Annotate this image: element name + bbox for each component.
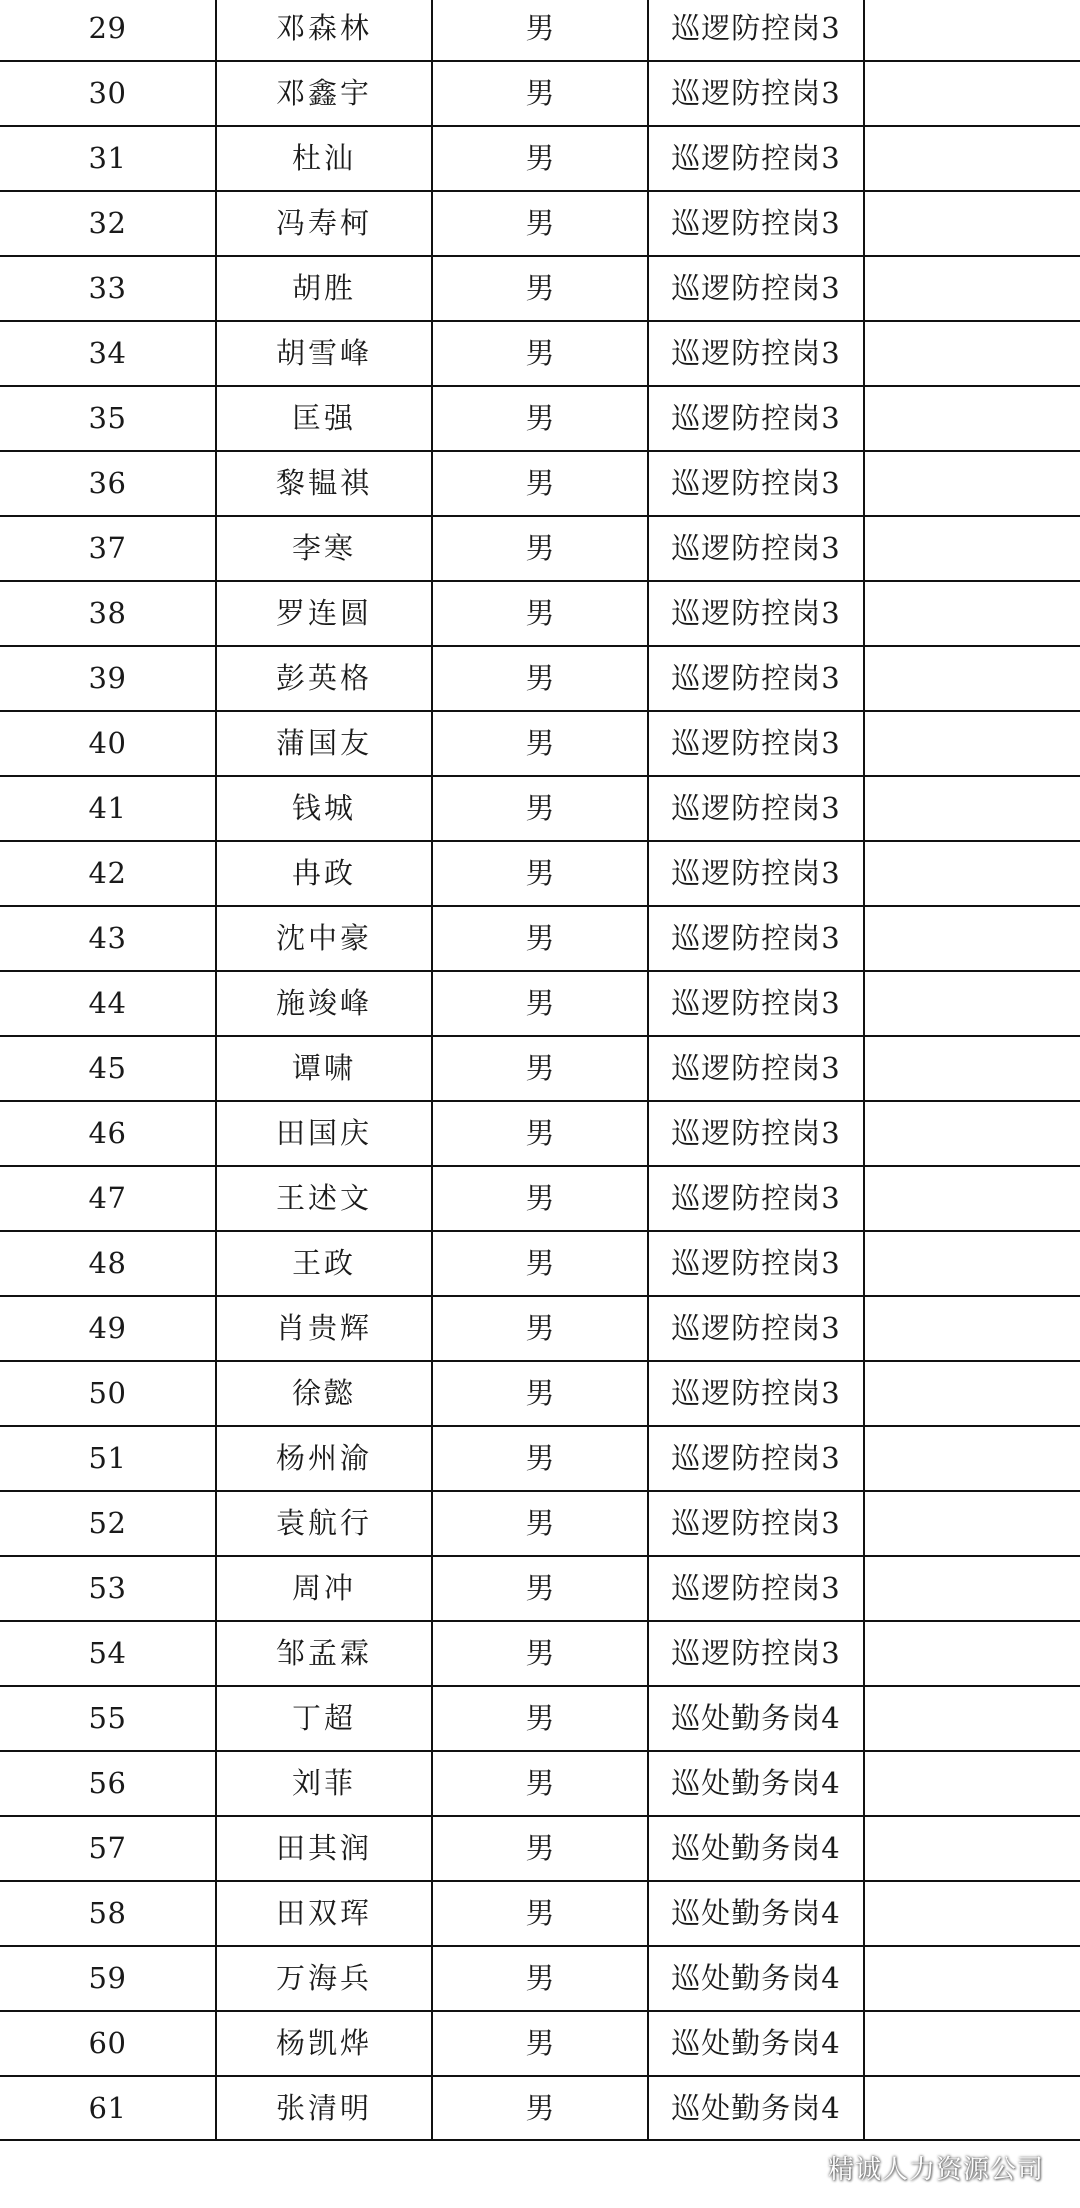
cell-gender: 男 (432, 0, 648, 61)
cell-number: 55 (0, 1686, 216, 1751)
table-row (0, 646, 1080, 711)
cell-name: 胡胜 (216, 256, 432, 321)
table-row (0, 841, 1080, 906)
cell-note (864, 1231, 1080, 1296)
cell-gender: 男 (432, 1036, 648, 1101)
cell-gender: 男 (432, 711, 648, 776)
cell-post: 巡逻防控岗3 (648, 581, 864, 646)
cell-number: 31 (0, 126, 216, 191)
cell-note (864, 646, 1080, 711)
cell-number: 32 (0, 191, 216, 256)
cell-number: 46 (0, 1101, 216, 1166)
cell-name: 田其润 (216, 1816, 432, 1881)
table-row (0, 971, 1080, 1036)
cell-gender: 男 (432, 1946, 648, 2011)
cell-post: 巡处勤务岗4 (648, 1946, 864, 2011)
table-row (0, 2076, 1080, 2140)
cell-number: 40 (0, 711, 216, 776)
cell-number: 36 (0, 451, 216, 516)
cell-number: 29 (0, 0, 216, 61)
table-row (0, 1296, 1080, 1361)
cell-note (864, 1946, 1080, 2011)
cell-gender: 男 (432, 61, 648, 126)
table-row (0, 1491, 1080, 1556)
cell-gender: 男 (432, 2011, 648, 2076)
cell-gender: 男 (432, 971, 648, 1036)
cell-number: 59 (0, 1946, 216, 2011)
table-row (0, 1361, 1080, 1426)
cell-name: 肖贵辉 (216, 1296, 432, 1361)
wechat-icon (786, 2153, 820, 2183)
cell-name: 李寒 (216, 516, 432, 581)
cell-note (864, 516, 1080, 581)
cell-name: 王述文 (216, 1166, 432, 1231)
cell-number: 54 (0, 1621, 216, 1686)
table-row (0, 1686, 1080, 1751)
cell-gender: 男 (432, 321, 648, 386)
cell-name: 谭啸 (216, 1036, 432, 1101)
cell-gender: 男 (432, 1491, 648, 1556)
cell-gender: 男 (432, 646, 648, 711)
cell-name: 田双珲 (216, 1881, 432, 1946)
cell-note (864, 1751, 1080, 1816)
cell-post: 巡逻防控岗3 (648, 1036, 864, 1101)
cell-gender: 男 (432, 386, 648, 451)
cell-name: 徐懿 (216, 1361, 432, 1426)
table-row (0, 256, 1080, 321)
cell-note (864, 711, 1080, 776)
cell-name: 邹孟霖 (216, 1621, 432, 1686)
cell-post: 巡逻防控岗3 (648, 61, 864, 126)
cell-gender: 男 (432, 2076, 648, 2140)
cell-name: 匡强 (216, 386, 432, 451)
cell-post: 巡处勤务岗4 (648, 1881, 864, 1946)
cell-number: 44 (0, 971, 216, 1036)
cell-number: 45 (0, 1036, 216, 1101)
cell-post: 巡逻防控岗3 (648, 0, 864, 61)
cell-gender: 男 (432, 191, 648, 256)
cell-note (864, 0, 1080, 61)
cell-post: 巡逻防控岗3 (648, 1231, 864, 1296)
cell-name: 罗连圆 (216, 581, 432, 646)
cell-note (864, 1556, 1080, 1621)
cell-gender: 男 (432, 1296, 648, 1361)
cell-note (864, 386, 1080, 451)
cell-number: 38 (0, 581, 216, 646)
cell-post: 巡逻防控岗3 (648, 126, 864, 191)
cell-number: 61 (0, 2076, 216, 2140)
cell-note (864, 776, 1080, 841)
cell-note (864, 61, 1080, 126)
table-row (0, 451, 1080, 516)
cell-name: 杜汕 (216, 126, 432, 191)
cell-post: 巡逻防控岗3 (648, 1296, 864, 1361)
cell-post: 巡逻防控岗3 (648, 321, 864, 386)
table-row (0, 1751, 1080, 1816)
cell-gender: 男 (432, 1686, 648, 1751)
cell-name: 彭英格 (216, 646, 432, 711)
table-row (0, 1231, 1080, 1296)
cell-gender: 男 (432, 451, 648, 516)
cell-post: 巡逻防控岗3 (648, 1491, 864, 1556)
cell-number: 53 (0, 1556, 216, 1621)
cell-note (864, 321, 1080, 386)
table-row (0, 191, 1080, 256)
table-row (0, 906, 1080, 971)
cell-note (864, 1166, 1080, 1231)
cell-post: 巡逻防控岗3 (648, 1426, 864, 1491)
cell-post: 巡逻防控岗3 (648, 451, 864, 516)
cell-gender: 男 (432, 906, 648, 971)
cell-post: 巡处勤务岗4 (648, 1686, 864, 1751)
table-row (0, 516, 1080, 581)
cell-name: 万海兵 (216, 1946, 432, 2011)
table-row (0, 2011, 1080, 2076)
cell-note (864, 2011, 1080, 2076)
table-row (0, 126, 1080, 191)
cell-gender: 男 (432, 776, 648, 841)
cell-name: 张清明 (216, 2076, 432, 2140)
cell-post: 巡逻防控岗3 (648, 191, 864, 256)
cell-note (864, 1036, 1080, 1101)
cell-note (864, 1101, 1080, 1166)
cell-number: 52 (0, 1491, 216, 1556)
cell-post: 巡逻防控岗3 (648, 971, 864, 1036)
cell-gender: 男 (432, 1751, 648, 1816)
table-row (0, 61, 1080, 126)
cell-number: 34 (0, 321, 216, 386)
cell-number: 56 (0, 1751, 216, 1816)
cell-gender: 男 (432, 581, 648, 646)
cell-note (864, 841, 1080, 906)
cell-gender: 男 (432, 256, 648, 321)
cell-name: 邓鑫宇 (216, 61, 432, 126)
cell-gender: 男 (432, 1361, 648, 1426)
cell-number: 51 (0, 1426, 216, 1491)
cell-gender: 男 (432, 1101, 648, 1166)
cell-name: 冉政 (216, 841, 432, 906)
cell-name: 刘菲 (216, 1751, 432, 1816)
table-row (0, 776, 1080, 841)
cell-number: 35 (0, 386, 216, 451)
cell-post: 巡逻防控岗3 (648, 1101, 864, 1166)
table-row (0, 711, 1080, 776)
cell-note (864, 191, 1080, 256)
table-row (0, 1426, 1080, 1491)
cell-post: 巡逻防控岗3 (648, 516, 864, 581)
cell-post: 巡逻防控岗3 (648, 776, 864, 841)
cell-name: 钱城 (216, 776, 432, 841)
cell-number: 60 (0, 2011, 216, 2076)
cell-post: 巡处勤务岗4 (648, 2011, 864, 2076)
cell-gender: 男 (432, 516, 648, 581)
cell-name: 邓森林 (216, 0, 432, 61)
cell-note (864, 126, 1080, 191)
cell-number: 41 (0, 776, 216, 841)
cell-name: 冯寿柯 (216, 191, 432, 256)
cell-name: 杨凯烨 (216, 2011, 432, 2076)
cell-note (864, 2076, 1080, 2140)
cell-post: 巡处勤务岗4 (648, 1751, 864, 1816)
cell-post: 巡逻防控岗3 (648, 386, 864, 451)
cell-gender: 男 (432, 1166, 648, 1231)
watermark (786, 2149, 1044, 2186)
cell-number: 33 (0, 256, 216, 321)
cell-name: 杨州渝 (216, 1426, 432, 1491)
cell-gender: 男 (432, 1556, 648, 1621)
cell-note (864, 1686, 1080, 1751)
cell-number: 49 (0, 1296, 216, 1361)
cell-note (864, 1621, 1080, 1686)
table-row (0, 1036, 1080, 1101)
cell-post: 巡逻防控岗3 (648, 1556, 864, 1621)
cell-post: 巡逻防控岗3 (648, 1166, 864, 1231)
cell-name: 施竣峰 (216, 971, 432, 1036)
cell-number: 39 (0, 646, 216, 711)
cell-note (864, 971, 1080, 1036)
cell-note (864, 581, 1080, 646)
table-row (0, 1556, 1080, 1621)
cell-number: 37 (0, 516, 216, 581)
cell-note (864, 1881, 1080, 1946)
cell-post: 巡逻防控岗3 (648, 646, 864, 711)
cell-note (864, 1361, 1080, 1426)
cell-gender: 男 (432, 1426, 648, 1491)
cell-name: 袁航行 (216, 1491, 432, 1556)
table-row (0, 386, 1080, 451)
cell-name: 胡雪峰 (216, 321, 432, 386)
cell-post: 巡处勤务岗4 (648, 2076, 864, 2140)
cell-gender: 男 (432, 1621, 648, 1686)
cell-number: 30 (0, 61, 216, 126)
cell-post: 巡逻防控岗3 (648, 256, 864, 321)
cell-gender: 男 (432, 126, 648, 191)
cell-number: 57 (0, 1816, 216, 1881)
cell-name: 沈中豪 (216, 906, 432, 971)
cell-name: 丁超 (216, 1686, 432, 1751)
table-row (0, 0, 1080, 61)
cell-post: 巡逻防控岗3 (648, 906, 864, 971)
table-row (0, 1946, 1080, 2011)
cell-post: 巡处勤务岗4 (648, 1816, 864, 1881)
cell-note (864, 451, 1080, 516)
cell-name: 蒲国友 (216, 711, 432, 776)
cell-number: 42 (0, 841, 216, 906)
cell-gender: 男 (432, 1881, 648, 1946)
cell-number: 48 (0, 1231, 216, 1296)
cell-post: 巡逻防控岗3 (648, 1361, 864, 1426)
cell-gender: 男 (432, 841, 648, 906)
cell-post: 巡逻防控岗3 (648, 711, 864, 776)
table-row (0, 321, 1080, 386)
cell-note (864, 256, 1080, 321)
cell-note (864, 1816, 1080, 1881)
cell-number: 47 (0, 1166, 216, 1231)
cell-gender: 男 (432, 1816, 648, 1881)
cell-name: 田国庆 (216, 1101, 432, 1166)
cell-note (864, 906, 1080, 971)
cell-number: 43 (0, 906, 216, 971)
cell-number: 58 (0, 1881, 216, 1946)
table-row (0, 1881, 1080, 1946)
cell-gender: 男 (432, 1231, 648, 1296)
table-row (0, 581, 1080, 646)
table-row (0, 1621, 1080, 1686)
cell-note (864, 1491, 1080, 1556)
cell-number: 50 (0, 1361, 216, 1426)
cell-name: 黎韫祺 (216, 451, 432, 516)
table-row (0, 1816, 1080, 1881)
cell-note (864, 1296, 1080, 1361)
watermark-text: 精诚人力资源公司 (827, 2155, 1044, 2185)
cell-note (864, 1426, 1080, 1491)
cell-name: 王政 (216, 1231, 432, 1296)
cell-post: 巡逻防控岗3 (648, 1621, 864, 1686)
cell-name: 周冲 (216, 1556, 432, 1621)
cell-post: 巡逻防控岗3 (648, 841, 864, 906)
table-row (0, 1101, 1080, 1166)
table-row (0, 1166, 1080, 1231)
